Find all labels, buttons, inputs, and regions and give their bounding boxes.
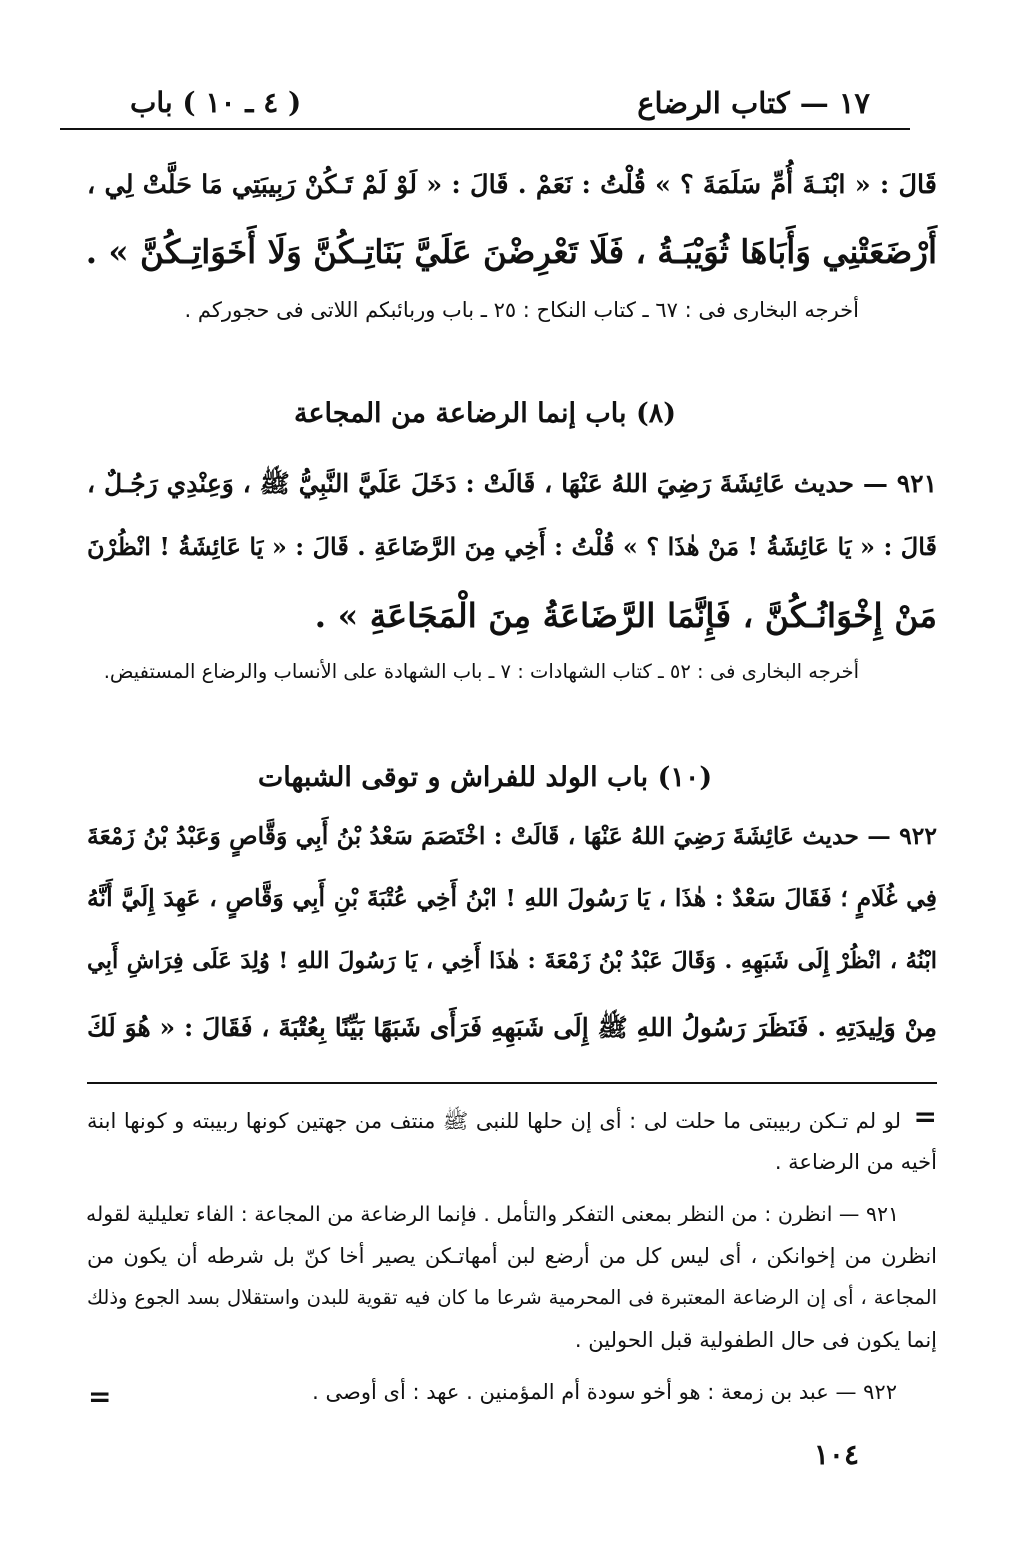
footnote-921-line: إنما يكون فى حال الطفولية قبل الحولين .	[574, 1328, 937, 1352]
footnote-line: لو لم تـكن ربيبتى ما حلت لى : أى إن حلها للنبى ﷺ منتف من جهتين كونها ربيبته و كونها ابنة	[87, 1109, 901, 1133]
source-citation: أخرجه البخارى فى : ٥٢ ـ كتاب الشهادات : ٧ ـ باب الشهادة على الأنساب والرضاع المستفيض.	[103, 660, 859, 683]
footnote-922: ٩٢٢ — عبد بن زمعة : هو أخو سودة أم المؤمنين . عهد : أى أوصى .	[312, 1380, 897, 1404]
hadith-922-line: فِي غُلَامٍ ؛ فَقَالَ سَعْدٌ : هٰذَا ، يَا رَسُولَ اللهِ ! ابْنُ أَخِي عُتْبَةَ بْنِ أَبِي وَقَّاصٍ ، عَهِدَ إِلَيَّ أَنَّهُ	[87, 884, 937, 912]
footnote-line: أخيه من الرضاعة .	[774, 1150, 937, 1174]
hadith-921-line: مَنْ إِخْوَانُـكُنَّ ، فَإِنَّمَا الرَّضَاعَةُ مِنَ الْمَجَاعَةِ » .	[314, 596, 937, 635]
page-number: ١٠٤	[813, 1438, 859, 1471]
hadith-921-line: ٩٢١ — حديث عَائِشَةَ رَضِيَ اللهُ عَنْهَا ، قَالَتْ : دَخَلَ عَلَيَّ النَّبِيُّ ﷺ ، وَعِنْدِي رَجُـلٌ ،	[87, 469, 938, 498]
chapter-heading: (١٠) باب الولد للفراش و توقى الشبهات	[257, 762, 713, 793]
end-continuation-mark: =	[88, 1380, 112, 1413]
footnote-921-line: انظرن من إخوانكن ، أى ليس كل من أرضع لبن أمهاتـكن يصير أخا كنّ بل شرطه أن يكون من	[87, 1244, 937, 1268]
body-line: قَالَ : « ابْنَـةَ أُمِّ سَلَمَةَ ؟ » قُلْتُ : نَعَمْ . قَالَ : « لَوْ لَمْ تَـكُنْ رَبِيبَتِي مَا حَلَّتْ لِي ،	[87, 170, 937, 200]
continuation-mark: =	[913, 1100, 937, 1133]
hadith-922-line: مِنْ وَلِيدَتِهِ . فَنَظَرَ رَسُولُ اللهِ ﷺ إِلَى شَبَهِهِ فَرَأَى شَبَهًا بَيِّنًا بِعُتْبَةَ ، فَقَالَ : « هُوَ لَكَ	[87, 1013, 937, 1042]
hadith-921-line: قَالَ : « يَا عَائِشَةُ ! مَنْ هٰذَا ؟ » قُلْتُ : أَخِي مِنَ الرَّضَاعَةِ . قَالَ : « يَا عَائِشَةُ ! انْظُرْنَ	[87, 532, 937, 561]
footnote-921-line: المجاعة ، أى إن الرضاعة المعتبرة فى المحرمية شرعا ما كان فيه تقوية للبدن واستقلال بسد الجوع وذلك	[87, 1286, 937, 1309]
footnote-921-line: ٩٢١ — انظرن : من النظر بمعنى التفكر والتأمل . فإنما الرضاعة من المجاعة : الفاء تعليلية لقوله	[86, 1202, 899, 1226]
body-line: أَرْضَعَتْنِي وَأَبَاهَا ثُوَيْبَـةُ ، فَلَا تَعْرِضْنَ عَلَيَّ بَنَاتِـكُنَّ وَلَا أَخَوَاتِـكُنَّ » .	[85, 232, 937, 271]
source-citation: أخرجه البخارى فى : ٦٧ ـ كتاب النكاح : ٢٥ ـ باب وربائبكم اللاتى فى حجوركم .	[184, 298, 859, 322]
book-title: ١٧ — كتاب الرضاع	[637, 86, 870, 120]
footnote-divider	[87, 1082, 937, 1084]
section-reference: ( ٤ ـ ١٠ ) باب	[130, 86, 302, 119]
chapter-heading: (٨) باب إنما الرضاعة من المجاعة	[293, 398, 677, 429]
hadith-922-line: ٩٢٢ — حديث عَائِشَةَ رَضِيَ اللهُ عَنْهَا ، قَالَتْ : اخْتَصَمَ سَعْدُ بْنُ أَبِي وَقَّاصٍ وَعَبْدُ بْنُ زَمْعَةَ	[87, 822, 937, 850]
hadith-922-line: ابْنُهُ ، انْظُرْ إِلَى شَبَهِهِ . وَقَالَ عَبْدُ بْنُ زَمْعَةَ : هٰذَا أَخِي ، يَا رَسُولَ اللهِ ! وُلِدَ عَلَى فِرَاشِ أَبِي	[87, 948, 937, 974]
running-head	[60, 78, 910, 130]
